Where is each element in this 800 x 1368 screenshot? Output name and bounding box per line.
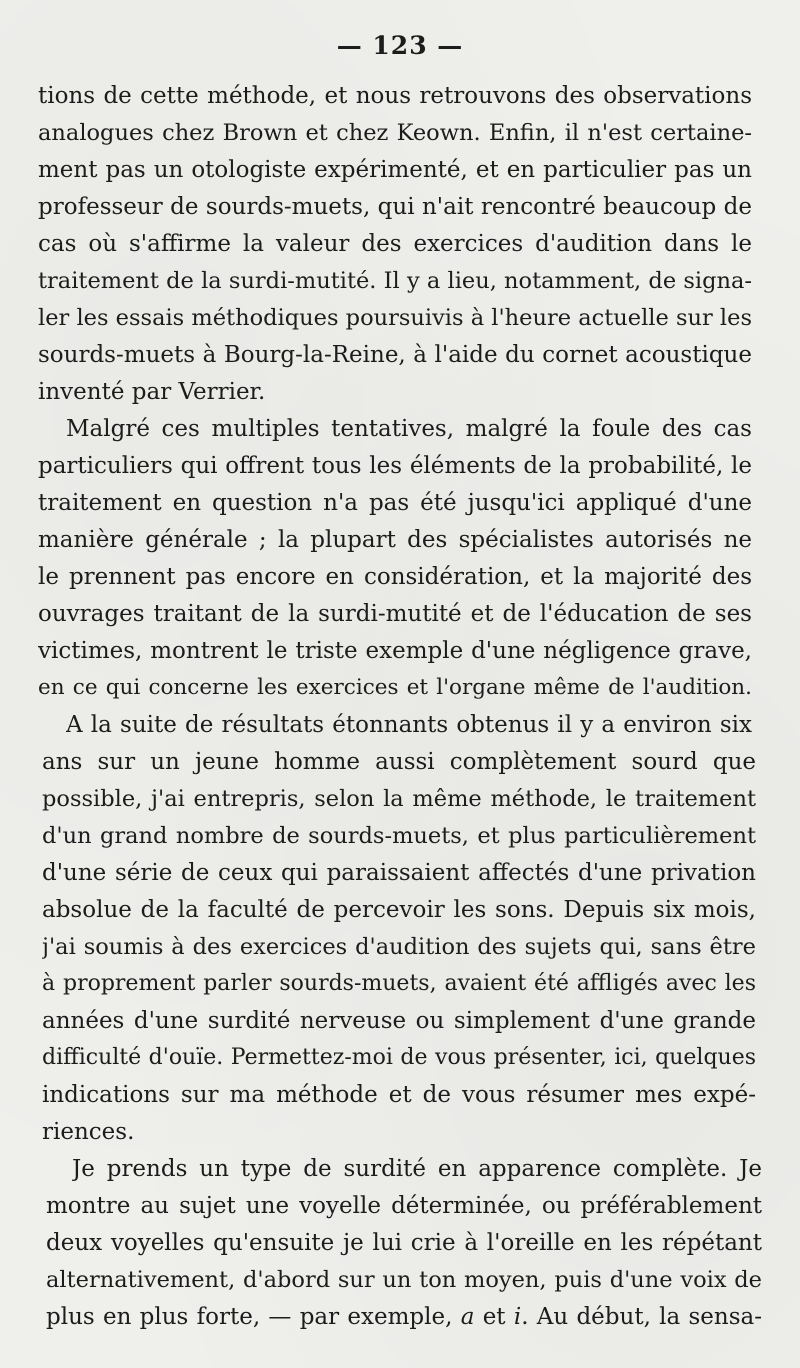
text-line: manière générale ; la plupart des spécialistes autorisés ne bbox=[38, 527, 752, 553]
text-line: possible, j'ai entrepris, selon la même méthode, le traitement bbox=[42, 786, 756, 812]
text-line: A la suite de résultats étonnants obtenus il y a environ six bbox=[66, 712, 752, 738]
text-line: analogues chez Brown et chez Keown. Enfin, il n'est certaine- bbox=[38, 120, 752, 146]
text-fragment: plus en plus forte, — par exemple, bbox=[46, 1304, 453, 1330]
text-line: ment pas un otologiste expérimenté, et en particulier pas un bbox=[38, 157, 752, 183]
text-line: en ce qui concerne les exercices et l'organe même de l'audition. bbox=[38, 675, 752, 700]
page-number: — 123 — bbox=[336, 31, 464, 60]
text-line: traitement de la surdi-mutité. Il y a lieu, notamment, de signa- bbox=[38, 268, 752, 294]
text-line: Malgré ces multiples tentatives, malgré la foule des cas bbox=[66, 416, 752, 442]
italic-letter: i bbox=[513, 1304, 522, 1330]
text-line: montre au sujet une voyelle déterminée, ou préférablement bbox=[46, 1193, 762, 1219]
text-line: inventé par Verrier. bbox=[38, 379, 266, 405]
text-line: d'une série de ceux qui paraissaient affectés d'une privation bbox=[42, 860, 756, 886]
text-line: Je prends un type de surdité en apparence complète. Je bbox=[72, 1156, 762, 1182]
text-line: riences. bbox=[42, 1119, 135, 1145]
text-line: ouvrages traitant de la surdi-mutité et de l'éducation de ses bbox=[38, 601, 752, 627]
text-line: j'ai soumis à des exercices d'audition des sujets qui, sans être bbox=[42, 934, 756, 960]
text-line: indications sur ma méthode et de vous résumer mes expé- bbox=[42, 1082, 756, 1108]
text-line: absolue de la faculté de percevoir les sons. Depuis six mois, bbox=[42, 897, 756, 923]
text-line-with-italics bbox=[46, 1299, 762, 1335]
text-line: cas où s'affirme la valeur des exercices d'audition dans le bbox=[38, 231, 752, 257]
text-line: ler les essais méthodiques poursuivis à l'heure actuelle sur les bbox=[38, 305, 752, 331]
text-line: tions de cette méthode, et nous retrouvons des observations bbox=[38, 83, 752, 109]
text-line: traitement en question n'a pas été jusqu'ici appliqué d'une bbox=[38, 490, 752, 516]
text-line: victimes, montrent le triste exemple d'une négligence grave, bbox=[38, 638, 752, 664]
text-line: le prennent pas encore en considération, et la majorité des bbox=[38, 564, 752, 590]
text-line: particuliers qui offrent tous les éléments de la probabilité, le bbox=[38, 453, 752, 479]
italic-letter: a bbox=[460, 1304, 475, 1330]
text-line: d'un grand nombre de sourds-muets, et plus particulièrement bbox=[42, 823, 756, 849]
text-line: difficulté d'ouïe. Permettez-moi de vous présenter, ici, quelques bbox=[42, 1045, 756, 1070]
text-line: ans sur un jeune homme aussi complètement sourd que bbox=[42, 749, 756, 775]
text-line: professeur de sourds-muets, qui n'ait rencontré beaucoup de bbox=[38, 194, 752, 220]
text-line: sourds-muets à Bourg-la-Reine, à l'aide du cornet acoustique bbox=[38, 342, 752, 368]
text-line: deux voyelles qu'ensuite je lui crie à l'oreille en les répétant bbox=[46, 1230, 762, 1256]
text-line: à proprement parler sourds-muets, avaient été affligés avec les bbox=[42, 971, 756, 996]
text-fragment: et bbox=[482, 1304, 506, 1330]
text-fragment: . Au début, la sensa- bbox=[521, 1304, 762, 1330]
text-line: alternativement, d'abord sur un ton moyen, puis d'une voix de bbox=[46, 1267, 762, 1293]
text-line: années d'une surdité nerveuse ou simplement d'une grande bbox=[42, 1008, 756, 1034]
